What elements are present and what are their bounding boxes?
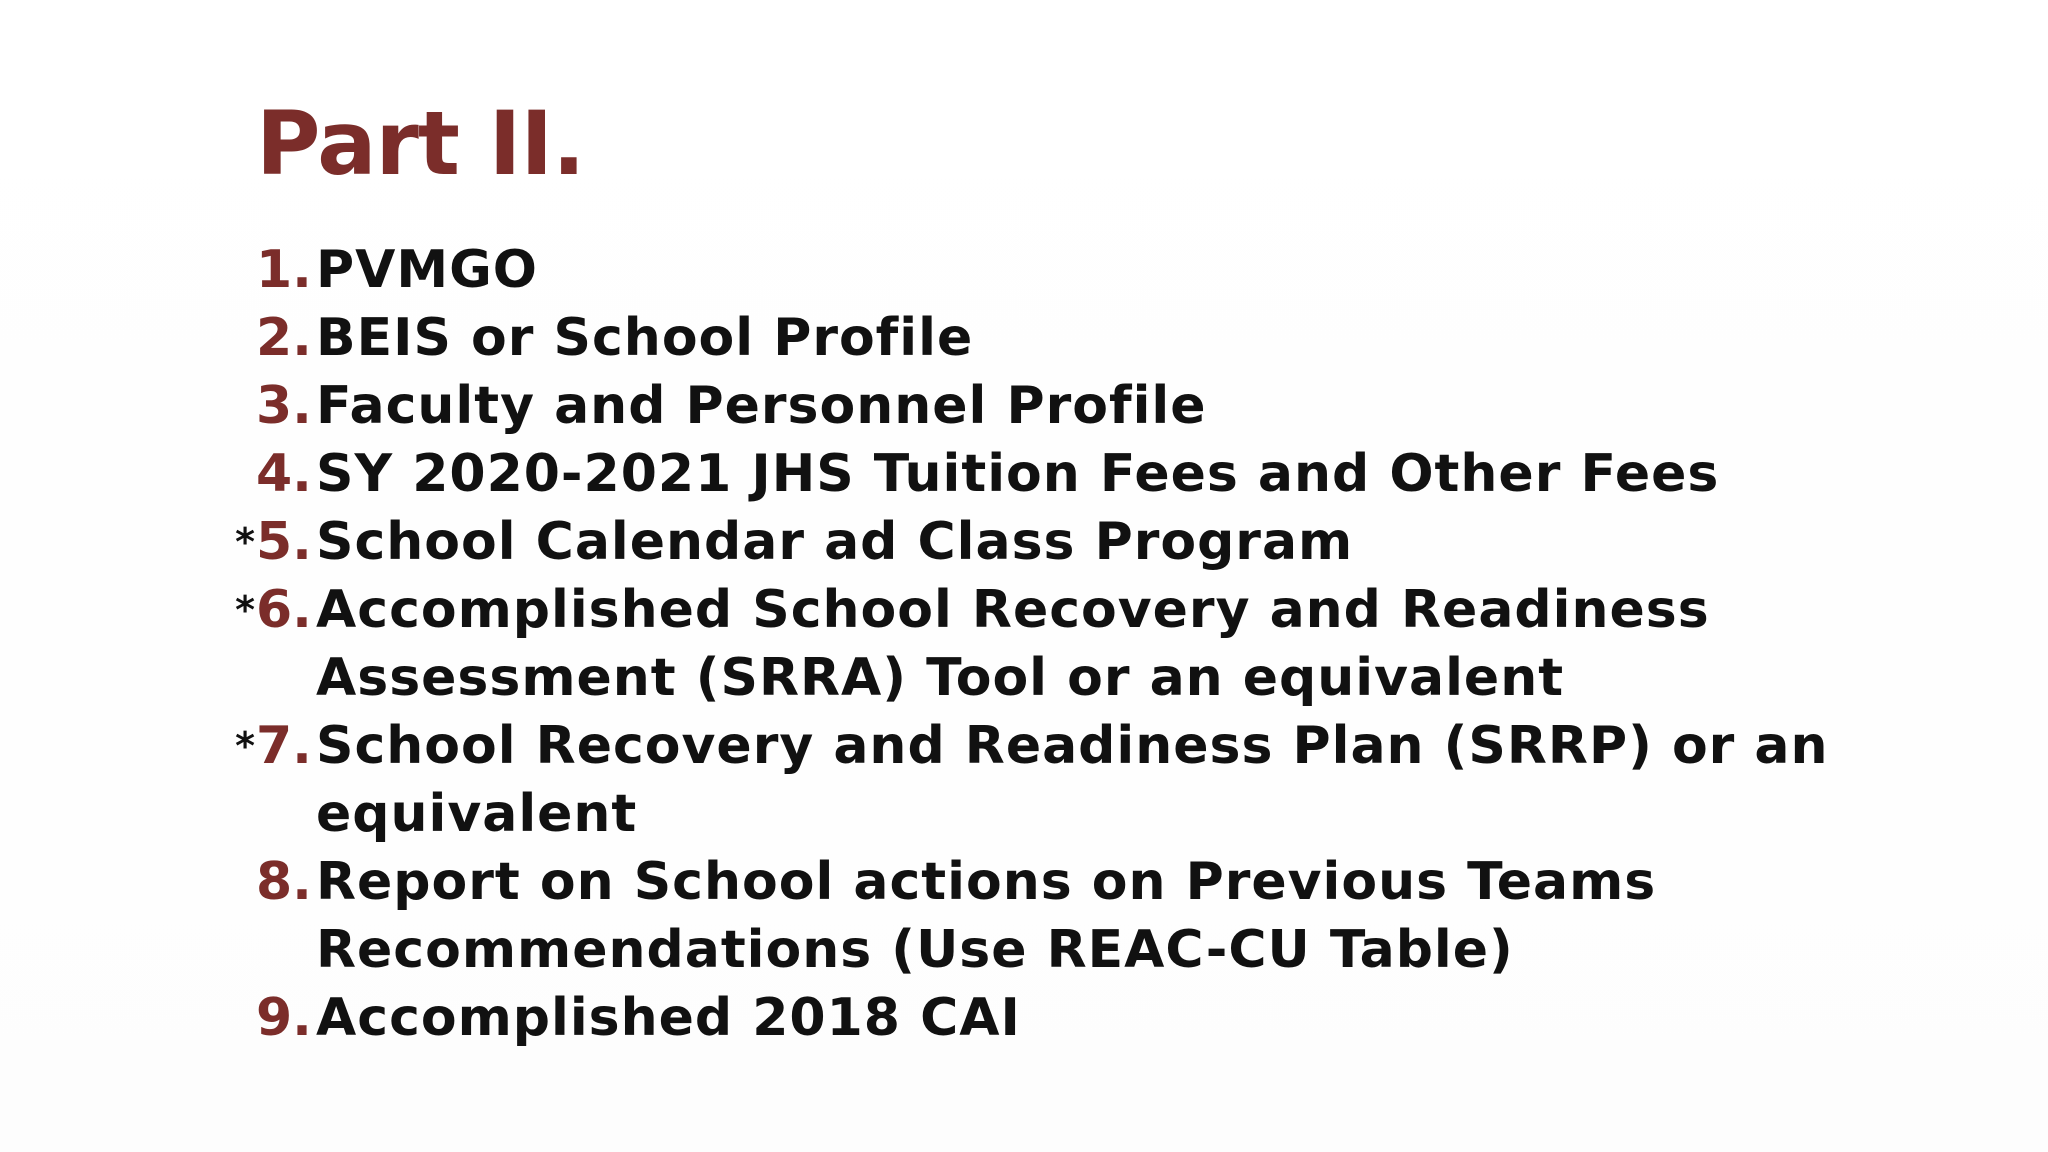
item-text: School Recovery and Readiness Plan (SRRP) or an equivalent — [316, 716, 1829, 844]
list-item — [200, 440, 1840, 508]
item-text: School Calendar ad Class Program — [316, 512, 1354, 572]
item-text: BEIS or School Profile — [316, 308, 974, 368]
item-text: Accomplished 2018 CAI — [316, 988, 1021, 1048]
item-text: SY 2020-2021 JHS Tuition Fees and Other Fees — [316, 444, 1720, 504]
list-item — [200, 712, 1840, 848]
list-item — [200, 508, 1840, 576]
list-item — [200, 304, 1840, 372]
asterisk-marker: * — [235, 724, 256, 768]
asterisk-marker: * — [235, 588, 256, 632]
item-number: 2. — [256, 308, 312, 368]
item-number: 7. — [256, 716, 312, 776]
item-text: Accomplished School Recovery and Readiness Assessment (SRRA) Tool or an equivalent — [316, 580, 1710, 708]
list-item — [200, 984, 1840, 1052]
item-text: Report on School actions on Previous Teams Recommendations (Use REAC-CU Table) — [316, 852, 1657, 980]
list-item — [200, 576, 1840, 712]
item-number: 3. — [256, 376, 312, 436]
asterisk-marker: * — [235, 520, 256, 564]
item-number: 4. — [256, 444, 312, 504]
item-number: 1. — [256, 240, 312, 300]
requirements-list — [200, 236, 1840, 1052]
item-number: 8. — [256, 852, 312, 912]
item-number: 5. — [256, 512, 312, 572]
list-item — [200, 372, 1840, 440]
item-text: Faculty and Personnel Profile — [316, 376, 1207, 436]
item-number: 6. — [256, 580, 312, 640]
slide-title: Part II. — [256, 92, 585, 195]
list-item — [200, 236, 1840, 304]
item-text: PVMGO — [316, 240, 538, 300]
list-item — [200, 848, 1840, 984]
item-number: 9. — [256, 988, 312, 1048]
